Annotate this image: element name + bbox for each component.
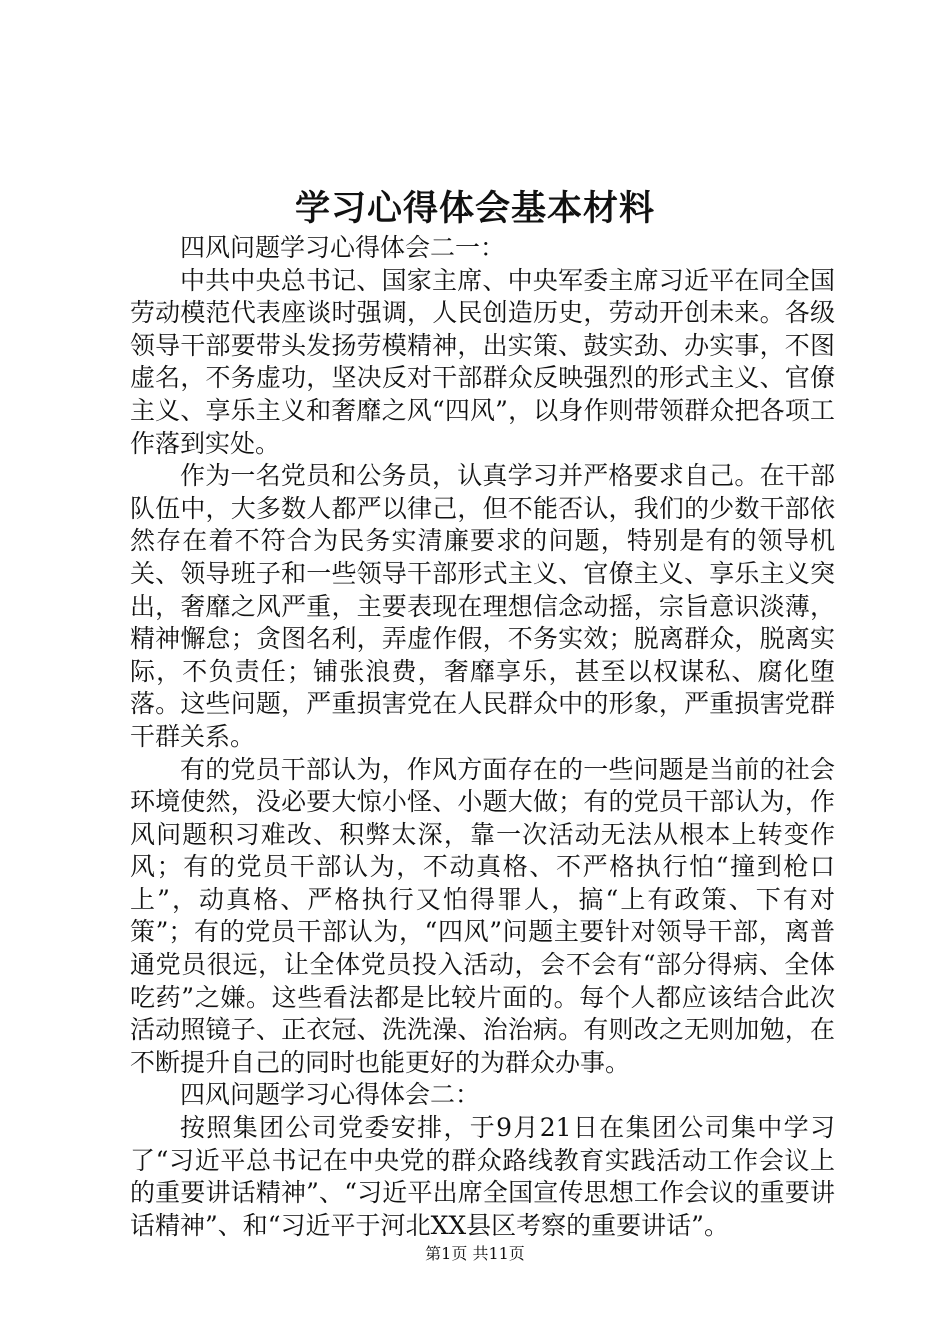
paragraph: 有的党员干部认为，作风方面存在的一些问题是当前的社会环境使然，没必要大惊小怪、小题大做；有的党员干部认为，作风问题积习难改、积弊太深，靠一次活动无法从根本上转变作风；有的党员干部认为，不动真格、不严格执行怕“撞到枪口上”，动真格、严格执行又怕得罪人，搞“上有政策、下有对策”；有的党员干部认为，“四风”问题主要针对领导干部，离普通党员很远，让全体党员投入活动，会不会有“部分得病、全体吃药”之嫌。这些看法都是比较片面的。每个人都应该结合此次活动照镜子、正衣冠、洗洗澡、治治病。有则改之无则加勉，在不断提升自己的同时也能更好的为群众办事。 — [130, 754, 835, 1077]
paragraph: 作为一名党员和公务员，认真学习并严格要求自己。在干部队伍中，大多数人都严以律己，但不能否认，我们的少数干部依然存在着不符合为民务实清廉要求的问题，特别是有的领导机关、领导班子和一些领导干部形式主义、官僚主义、享乐主义突出，奢靡之风严重，主要表现在理想信念动摇，宗旨意识淡薄，精神懈怠；贪图名利，弄虚作假，不务实效；脱离群众，脱离实际，不负责任；铺张浪费，奢靡享乐，甚至以权谋私、腐化堕落。这些问题，严重损害党在人民群众中的形象，严重损害党群干群关系。 — [130, 461, 835, 751]
paragraph: 按照集团公司党委安排，于9月21日在集团公司集中学习了“习近平总书记在中央党的群众路线教育实践活动工作会议上的重要讲话精神”、“习近平出席全国宣传思想工作会议的重要讲话精神”、和“习近平于河北XX县区考察的重要讲话”。 — [130, 1113, 835, 1240]
paragraph: 四风问题学习心得体会二一： — [180, 233, 506, 262]
page-number-footer: 第1页 共11页 — [425, 1244, 525, 1263]
document-title: 学习心得体会基本材料 — [294, 188, 655, 229]
paragraph: 四风问题学习心得体会二： — [180, 1080, 481, 1110]
document-body — [130, 232, 835, 1242]
paragraph: 中共中央总书记、国家主席、中央军委主席习近平在同全国劳动模范代表座谈时强调，人民创造历史，劳动开创未来。各级领导干部要带头发扬劳模精神，出实策、鼓实劲、办实事，不图虚名，不务虚功，坚决反对干部群众反映强烈的形式主义、官僚主义、享乐主义和奢靡之风“四风”，以身作则带领群众把各项工作落到实处。 — [130, 265, 835, 458]
